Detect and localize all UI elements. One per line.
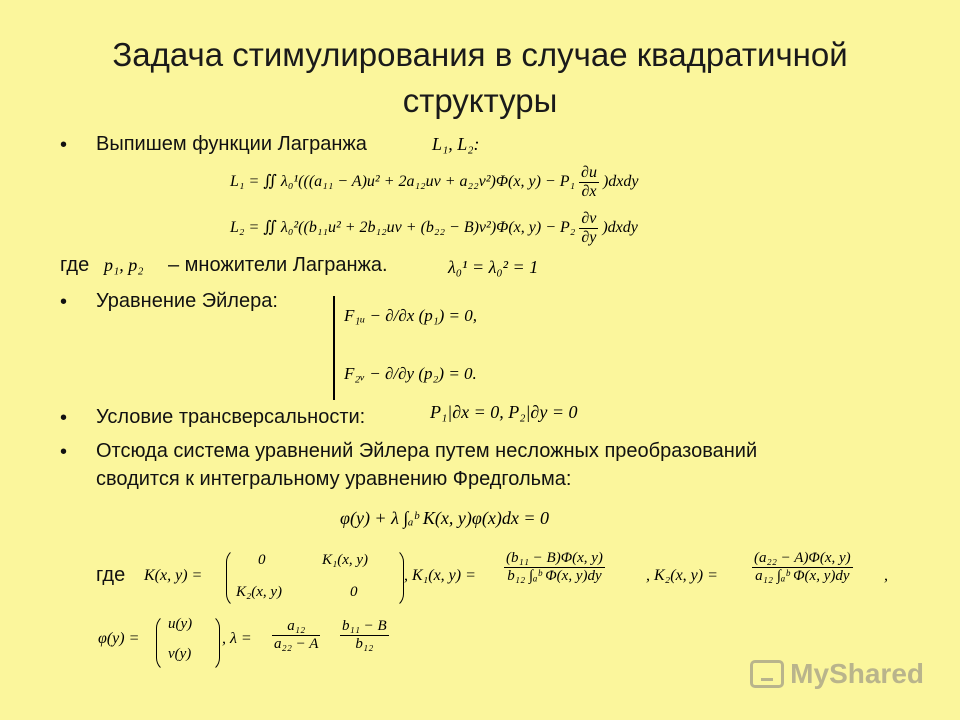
bullet-dot: • (60, 407, 68, 429)
lambda-condition: λ₀¹ = λ₀² = 1 (448, 257, 539, 277)
where-label: где (60, 254, 90, 276)
bullet-dot: • (60, 134, 68, 156)
watermark-logo (750, 658, 924, 690)
kernel-m11: 0 (258, 552, 266, 568)
bullet-text-fredholm-1: Отсюда система уравнений Эйлера путем несложных преобразований (96, 440, 758, 462)
transversality-formula: P₁|∂x = 0, P₂|∂y = 0 (430, 402, 578, 422)
multiplier-text: – множители Лагранжа. (168, 254, 388, 276)
phi-v1: u(y) (168, 616, 193, 632)
euler-eq-1: F₁ᵤ − ∂/∂x (p₁) = 0, (344, 306, 478, 325)
lambda-lhs: , λ = (222, 630, 252, 647)
formula-L2: L₂ = ∬ λ₀²((b₁₁u² + 2b₁₂uv + (b₂₂ − B)v²)Φ(x, y) − P₂ $\frac{\partial v}{\partial y}$ )dxdy (230, 210, 638, 246)
kernel-m22: 0 (350, 584, 358, 600)
bullet-text-transversality: Условие трансверсальности: (96, 406, 366, 428)
phi-v2: v(y) (168, 646, 192, 662)
lagrange-vars: L₁, L₂: (432, 134, 480, 154)
system-brace (333, 296, 335, 400)
euler-eq-2: F₂ᵥ − ∂/∂y (p₂) = 0. (344, 364, 477, 383)
bullet-text-euler: Уравнение Эйлера: (96, 290, 278, 312)
presentation-icon (750, 660, 784, 688)
kernel-m12: K₁(x, y) (322, 552, 369, 568)
bullet-dot: • (60, 441, 68, 463)
fredholm-equation: φ(y) + λ ∫ₐᵇ K(x, y)φ(x)dx = 0 (340, 508, 549, 528)
bullet-text-fredholm-2: сводится к интегральному уравнению Фредгольма: (96, 468, 572, 490)
bullet-text-lagrange: Выпишем функции Лагранжа (96, 133, 367, 155)
kernel-m21: K₂(x, y) (236, 584, 283, 600)
lambda-fraction-2: $\frac{\text{b₁₁ − B}}{\text{b₁₂}}$ (342, 618, 387, 652)
bullet-dot: • (60, 291, 68, 313)
where-label-2: где (96, 564, 126, 586)
slide-title: Задача стимулирования в случае квадратичной структуры (112, 36, 848, 119)
K2-trailing-comma: , (884, 567, 888, 584)
formula-L1: L₁ = ∬ λ₀¹(((a₁₁ − A)u² + 2a₁₂uv + a₂₂v²)Φ(x, y) − P₁ $\frac{\partial u}{\partial x}$ )dxdy (230, 164, 639, 200)
kernel-lhs: K(x, y) = (144, 567, 203, 584)
watermark-text: MyShared (790, 658, 924, 689)
multiplier-vars: p₁, p₂ (104, 255, 144, 275)
K2-fraction: $\frac{\text{(a₂₂ − A)Φ(x, y)}}{\text{a₁₂ ∫ₐᵇ Φ(x, y)dy}}$ (754, 550, 851, 584)
K1-lhs: , K₁(x, y) = (404, 567, 476, 584)
phi-lhs: φ(y) = (98, 630, 140, 647)
K2-lhs: , K₂(x, y) = (646, 567, 718, 584)
K1-fraction: $\frac{\text{(b₁₁ − B)Φ(x, y)}}{\text{b₁₂ ∫ₐᵇ Φ(x, y)dy}}$ (506, 550, 603, 584)
lambda-fraction-1: $\frac{\text{a₁₂}}{\text{a₂₂ − A}}$ (274, 618, 319, 652)
